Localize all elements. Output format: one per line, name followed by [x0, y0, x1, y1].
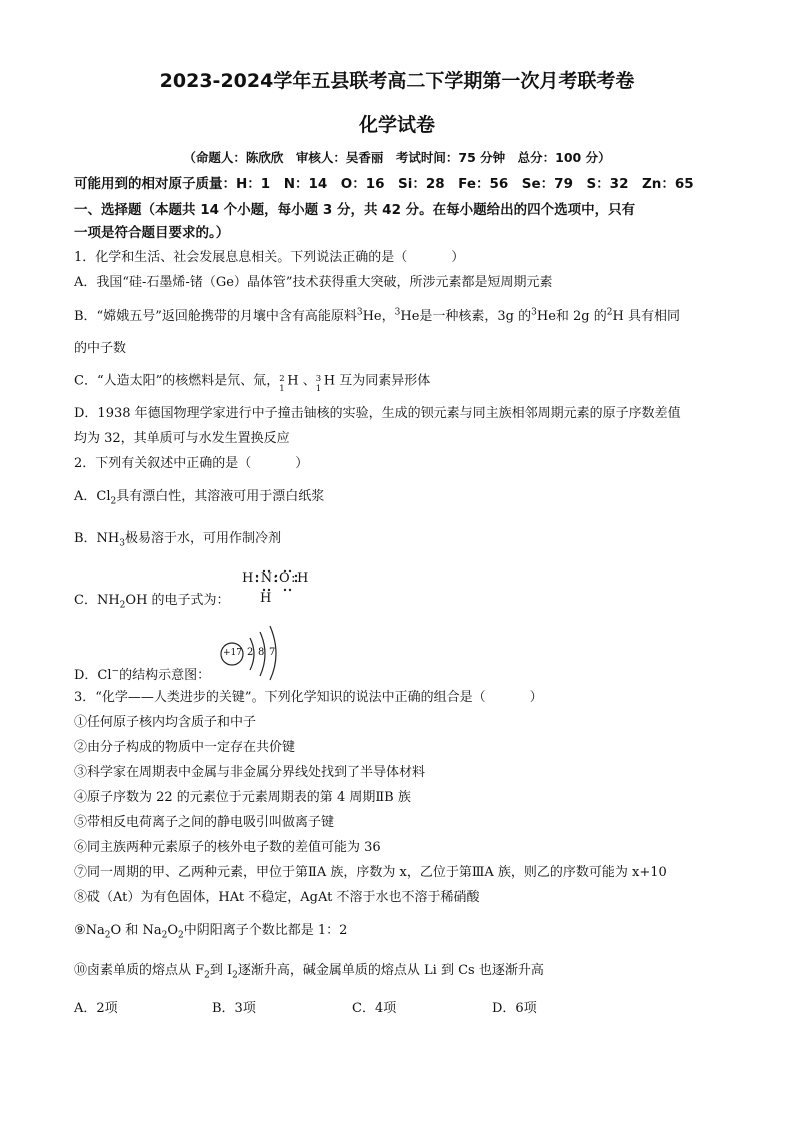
q3-stem-close: ） — [529, 690, 543, 705]
q1-c-isotope2 — [315, 372, 324, 394]
q1-c-isotope1 — [279, 372, 287, 394]
q1-c-iso1-number: 1 — [279, 384, 285, 394]
q2-a-sub: 2 — [110, 496, 117, 507]
q3-statement-2: ②由分子构成的物质中一定存在共价键 — [74, 740, 296, 755]
q1-c-text2: H 、 — [287, 373, 316, 389]
q3-statement-7: ⑦同一周期的甲、乙两种元素，甲位于第ⅡA 族，序数为 x，乙位于第ⅢA 族，则乙的序数可能为 x+10 — [74, 865, 667, 880]
q1-b-text2: He， — [362, 309, 395, 324]
q2-option-b — [74, 530, 281, 548]
q2-d-text1: D．Cl — [74, 668, 112, 683]
q1-c-iso2-mass: 3 — [315, 374, 322, 384]
q3-s9-sub3: 2 — [177, 930, 184, 941]
q2-c-sub: 2 — [119, 600, 126, 611]
shell-count-3: 7 — [269, 647, 276, 658]
shell-count-2: 8 — [258, 647, 265, 658]
q3-choice-c: C．4项 — [352, 1001, 397, 1016]
q1-option-b — [74, 308, 680, 326]
q2-c-text1: C．NH — [74, 593, 120, 608]
q1-c-iso2-number: 1 — [315, 384, 322, 394]
q3-statement-8: ⑧砹（At）为有色固体，HAt 不稳定，AgAt 不溶于水也不溶于稀硝酸 — [74, 890, 480, 905]
shell-count-1: 2 — [247, 647, 254, 658]
q1-b-text4: He和 2g 的 — [536, 309, 607, 324]
q3-s9-text2: O 和 Na — [110, 923, 162, 938]
q3-s10-sub1: 2 — [204, 970, 210, 981]
q1-c-text3: H 互为同素异形体 — [323, 373, 431, 389]
q1-b-sup1: 3 — [356, 307, 363, 318]
q1-b-text5: H 具有相同 — [612, 309, 680, 324]
cl-structure-diagram — [216, 622, 284, 682]
q1-option-b-line2: 的中子数 — [74, 341, 127, 356]
q2-stem-text: 2．下列有关叙述中正确的是（ — [74, 456, 252, 471]
q2-c-text2: OH 的电子式为： — [125, 593, 230, 608]
q3-s10-text3: 逐渐升高，碱金属单质的熔点从 Li 到 Cs 也逐渐升高 — [237, 963, 544, 978]
q3-s9-text4: 中阴阳离子个数比都是 1：2 — [183, 923, 348, 938]
q1-b-text3: He是一种核素，3g 的 — [400, 309, 532, 324]
q1-option-d-line1: D．1938 年德国物理学家进行中子撞击铀核的实验，生成的钡元素与同主族相邻周期元素的原子序数差值 — [74, 406, 681, 421]
q3-statement-10 — [74, 962, 544, 980]
q1-stem — [74, 249, 464, 267]
q3-statement-4: ④原子序数为 22 的元素位于元素周期表的第 4 周期ⅡB 族 — [74, 790, 411, 805]
q3-statement-1: ①任何原子核内均含质子和中子 — [74, 715, 257, 730]
q3-s10-text1: ⑩卤素单质的熔点从 F — [74, 963, 205, 978]
q2-a-text2: 具有漂白性，其溶液可用于漂白纸浆 — [116, 489, 325, 504]
q3-statement-9 — [74, 922, 347, 940]
q3-stem-text: 3．“化学——人类进步的关键”。下列化学知识的说法中正确的组合是（ — [74, 690, 486, 705]
q2-b-sub: 3 — [119, 538, 125, 549]
section-intro-line2: 一项是符合题目要求的。） — [74, 225, 230, 241]
electron-formula-row1: H:N:O:H — [242, 571, 310, 586]
q2-option-a — [74, 488, 324, 506]
q2-d-text2: 的结构示意图： — [119, 668, 211, 683]
q2-d-sup: − — [111, 666, 120, 677]
q3-statement-6: ⑥同主族两种元素原子的核外电子数的差值可能为 36 — [74, 840, 381, 855]
exam-title: 2023-2024学年五县联考高二下学期第一次月考联考卷 — [159, 70, 635, 92]
q1-option-d-line2: 均为 32，其单质可与水发生置换反应 — [74, 431, 290, 446]
section-intro-line1: 一、选择题（本题共 14 个小题，每小题 3 分，共 42 分。在每小题给出的四个选项中，只有 — [74, 202, 636, 218]
q1-c-iso1-mass: 2 — [279, 374, 285, 384]
q1-option-c — [74, 372, 431, 394]
q3-choice-b: B．3项 — [212, 1001, 256, 1016]
q3-s9-sub2: 2 — [161, 930, 168, 941]
exam-meta: （命题人：陈欣欣 审核人：吴香丽 考试时间：75 分钟 总分：100 分） — [183, 150, 611, 165]
q3-s9-text3: O — [167, 923, 178, 938]
q2-a-text1: A．Cl — [74, 489, 111, 504]
q3-s10-text2: 到 I — [209, 963, 233, 978]
nucleus-charge: +17 — [223, 648, 242, 658]
q2-stem-close: ） — [295, 456, 309, 471]
q2-stem — [74, 455, 308, 473]
q1-b-text1: B．“嫦娥五号”返回舱携带的月壤中含有高能原料 — [74, 309, 357, 324]
q3-statement-5: ⑤带相反电荷离子之间的静电吸引叫做离子键 — [74, 815, 335, 830]
q1-b-sup4: 2 — [606, 307, 613, 318]
q3-choice-d: D．6项 — [492, 1001, 537, 1016]
q1-stem-text: 1．化学和生活、社会发展息息相关。下列说法正确的是（ — [74, 250, 408, 265]
q2-b-text2: 极易溶于水，可用作制冷剂 — [125, 531, 282, 546]
q1-option-a: A．我国“硅-石墨烯-锗（Ge）晶体管”技术获得重大突破，所涉元素都是短周期元素 — [74, 275, 553, 290]
q1-b-sup2: 3 — [394, 307, 401, 318]
q3-s9-sub1: 2 — [104, 930, 111, 941]
q3-s9-text1: ⑨Na — [74, 923, 105, 938]
q1-stem-close: ） — [451, 250, 465, 265]
q3-stem — [74, 689, 543, 707]
q3-statement-3: ③科学家在周期表中金属与非金属分界线处找到了半导体材料 — [74, 765, 426, 780]
q2-option-d — [74, 667, 210, 685]
q1-c-text1: C．“人造太阳”的核燃料是氘、氚， — [74, 373, 280, 389]
q3-s10-sub2: 2 — [232, 970, 238, 981]
electron-formula-row2: H — [260, 591, 272, 606]
electron-formula-figure — [238, 566, 314, 610]
q2-b-text1: B．NH — [74, 531, 120, 546]
atomic-masses: 可能用到的相对原子质量：H：1 N：14 O：16 Si：28 Fe：56 Se：79 S：32 Zn：65 — [74, 176, 694, 192]
subject-title: 化学试卷 — [358, 114, 435, 136]
q2-option-c — [74, 592, 230, 610]
q1-b-sup3: 3 — [531, 307, 537, 318]
q3-choice-a: A．2项 — [74, 1001, 118, 1016]
